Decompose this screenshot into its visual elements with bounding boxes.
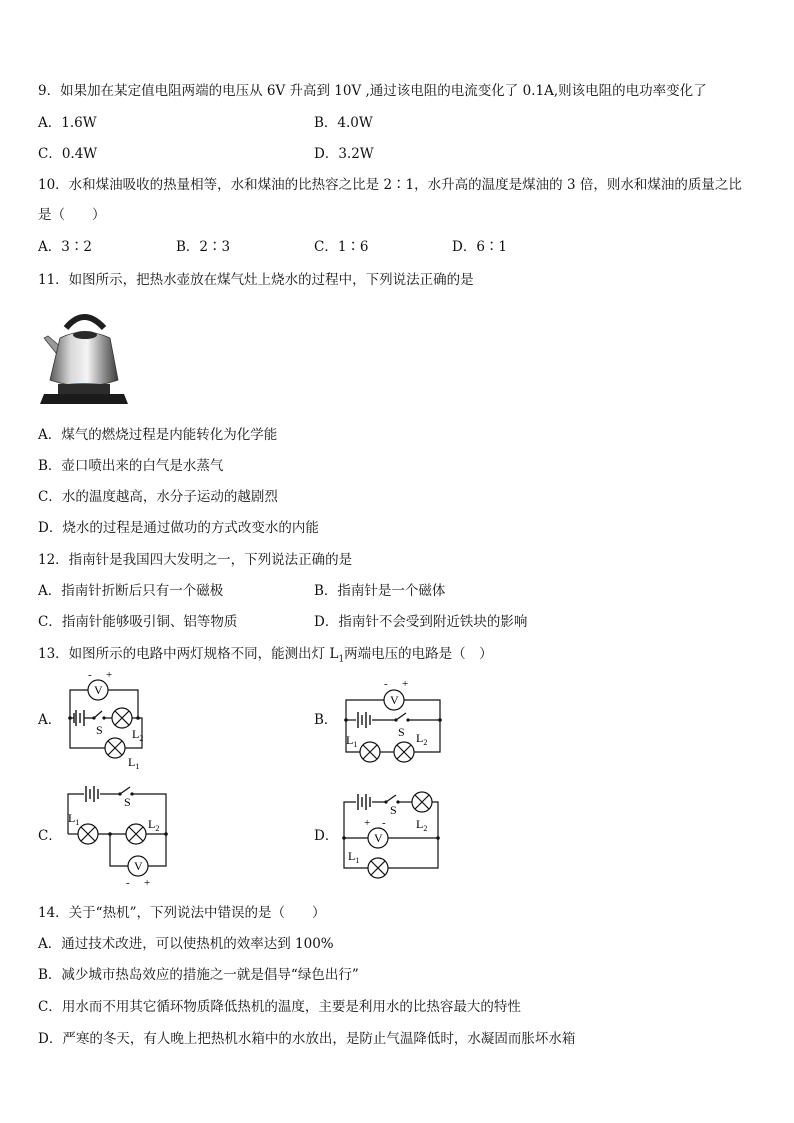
q11-option-a: A．煤气的燃烧过程是内能转化为化学能 bbox=[38, 427, 278, 443]
circuit-d-voltmeter-label: V bbox=[374, 831, 383, 845]
q13-stem: 13．如图所示的电路中两灯规格不同，能测出灯 $L_1$两端电压的电路是（ ） bbox=[38, 646, 493, 665]
circuit-c-switch-label: S bbox=[124, 795, 131, 809]
circuit-a-diagram bbox=[60, 666, 170, 772]
kettle-on-stove-image bbox=[38, 298, 130, 413]
q10-option-a: A．3∶2 bbox=[38, 239, 92, 255]
q12-option-b: B．指南针是一个磁体 bbox=[314, 583, 446, 599]
q9-option-c: C．0.4W bbox=[38, 146, 98, 162]
q11-option-b: B．壶口喷出来的白气是水蒸气 bbox=[38, 458, 224, 474]
circuit-a-l1-label: $L_1$ bbox=[128, 755, 140, 771]
circuit-c-plus-label: + bbox=[144, 877, 151, 889]
circuit-c-l1-label: $L_1$ bbox=[68, 811, 80, 827]
q13-option-b-letter: B． bbox=[314, 712, 338, 728]
q11-option-d: D．烧水的过程是通过做功的方式改变水的内能 bbox=[38, 520, 319, 536]
circuit-d-minus-label: - bbox=[382, 817, 386, 829]
circuit-b-switch-label: S bbox=[398, 725, 405, 739]
q12-stem: 12．指南针是我国四大发明之一，下列说法正确的是 bbox=[38, 552, 353, 568]
circuit-c-voltmeter-label: V bbox=[134, 859, 143, 873]
circuit-d-diagram bbox=[336, 786, 446, 886]
circuit-c-diagram bbox=[60, 782, 174, 890]
circuit-b-voltmeter-label: V bbox=[390, 693, 399, 707]
circuit-c-l2-label: $L_2$ bbox=[148, 817, 160, 833]
circuit-a-minus-label: - bbox=[88, 669, 92, 681]
q11-option-c: C．水的温度越高，水分子运动的越剧烈 bbox=[38, 489, 278, 505]
circuit-d-plus-label: + bbox=[364, 817, 371, 829]
q9-option-b: B．4.0W bbox=[314, 115, 373, 131]
circuit-d-l1-label: $L_1$ bbox=[348, 849, 360, 865]
circuit-d-switch-label: S bbox=[390, 803, 397, 817]
q13-option-d-letter: D． bbox=[314, 828, 339, 844]
q14-option-c: C．用水而不用其它循环物质降低热机的温度，主要是利用水的比热容最大的特性 bbox=[38, 999, 521, 1015]
q12-option-a: A．指南针折断后只有一个磁极 bbox=[38, 583, 224, 599]
q10-stem-line1: 10．水和煤油吸收的热量相等，水和煤油的比热容之比是 2∶1，水升高的温度是煤油的 3 倍，则水和煤油的质量之比 bbox=[38, 177, 742, 193]
q13-option-a-letter: A． bbox=[38, 712, 62, 728]
q14-option-d: D．严寒的冬天，有人晚上把热机水箱中的水放出，是防止气温降低时，水凝固而胀坏水箱 bbox=[38, 1031, 576, 1047]
circuit-b-minus-label: - bbox=[384, 678, 388, 690]
circuit-b-diagram bbox=[336, 676, 446, 768]
q12-option-c: C．指南针能够吸引铜、铝等物质 bbox=[38, 614, 238, 630]
circuit-b-l2-label: $L_2$ bbox=[416, 731, 428, 747]
circuit-b-l1-label: $L_1$ bbox=[346, 733, 358, 749]
circuit-a-l2-label: $L_2$ bbox=[132, 727, 144, 743]
q10-option-d: D．6∶1 bbox=[452, 239, 508, 255]
q10-option-c: C．1∶6 bbox=[314, 239, 369, 255]
q9-stem: 9．如果加在某定值电阻两端的电压从 6V 升高到 10V ,通过该电阻的电流变化了 0.1A,则该电阻的电功率变化了 bbox=[38, 83, 707, 99]
circuit-a-plus-label: + bbox=[106, 669, 113, 681]
q9-option-d: D．3.2W bbox=[314, 146, 374, 162]
q14-stem: 14．关于“热机”，下列说法中错误的是（ ） bbox=[38, 905, 326, 921]
circuit-a-switch-label: S bbox=[96, 723, 103, 737]
q13-option-c-letter: C． bbox=[38, 828, 62, 844]
q14-option-a: A．通过技术改进，可以使热机的效率达到 100% bbox=[38, 936, 334, 952]
circuit-b-plus-label: + bbox=[402, 678, 409, 690]
circuit-c-minus-label: - bbox=[126, 877, 130, 889]
q14-option-b: B．减少城市热岛效应的措施之一就是倡导“绿色出行” bbox=[38, 967, 359, 983]
q12-option-d: D．指南针不会受到附近铁块的影响 bbox=[314, 614, 528, 630]
circuit-a-voltmeter-label: V bbox=[94, 683, 103, 697]
circuit-d-l2-label: $L_2$ bbox=[416, 817, 428, 833]
q10-stem-line2: 是（ ） bbox=[38, 207, 106, 223]
q10-option-b: B．2∶3 bbox=[176, 239, 231, 255]
q11-stem: 11．如图所示，把热水壶放在煤气灶上烧水的过程中，下列说法正确的是 bbox=[38, 272, 474, 288]
q9-option-a: A．1.6W bbox=[38, 115, 97, 131]
